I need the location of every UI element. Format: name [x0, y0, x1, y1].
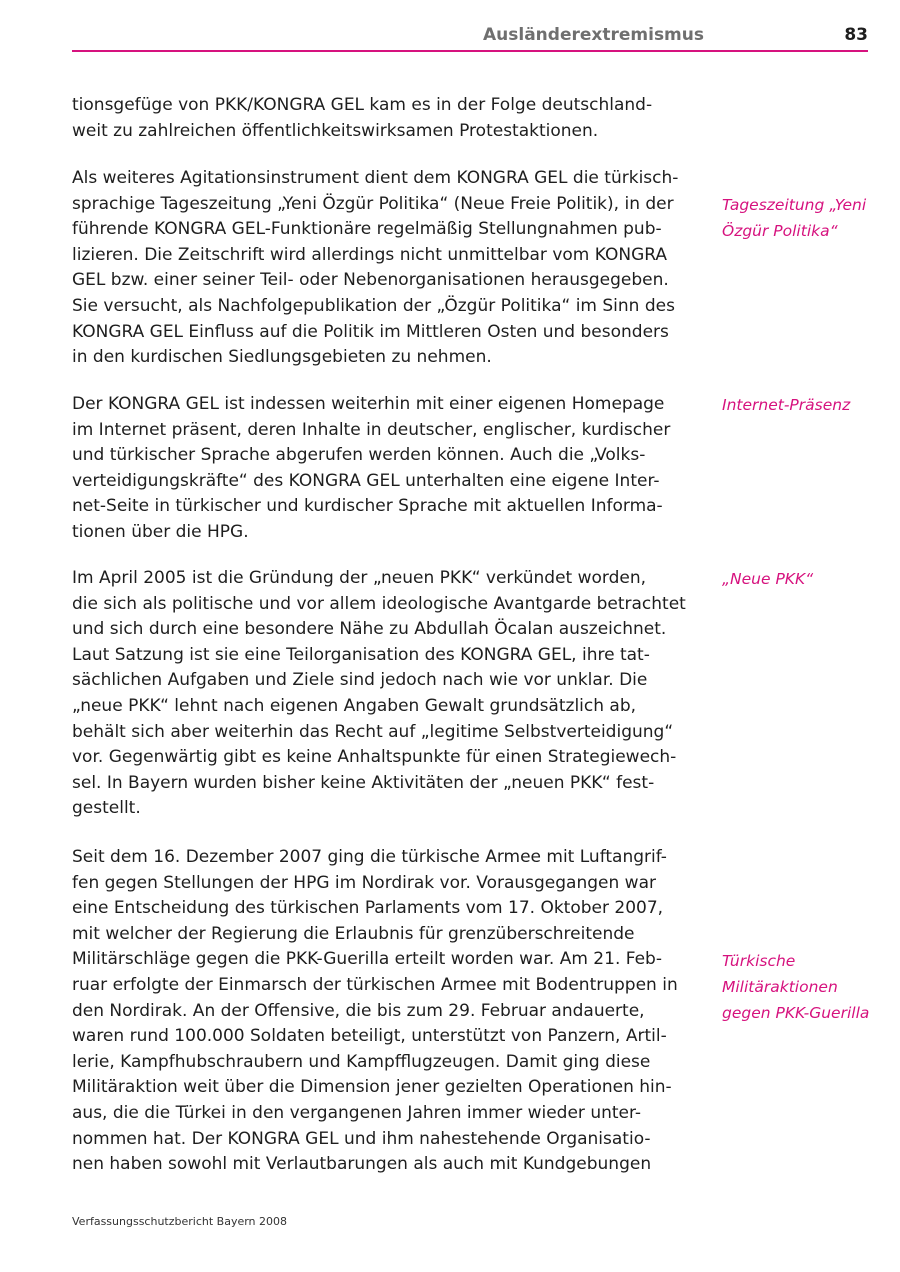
margin-note-militaeraktionen: Türkische Militäraktionen gegen PKK-Guerilla	[722, 952, 870, 1022]
margin-note-tageszeitung: Tageszeitung „Yeni Özgür Politika“	[722, 196, 867, 240]
paragraph-continuation: tionsgefüge von PKK/KONGRA GEL kam es in der Folge deutschland- weit zu zahlreichen öffentlichkeitswirksamen Protestaktionen.	[72, 95, 653, 141]
margin-note-neue-pkk: „Neue PKK“	[722, 570, 814, 588]
paragraph-internet-presence: Der KONGRA GEL ist indessen weiterhin mit einer eigenen Homepage im Internet präsent, deren Inhalte in deutscher, englischer, kurdischer und türkischer Sprache abgerufen werden können. Auch die „Volks- verteidigungskräfte“ des KONGRA GEL unterhalten eine eigene Inter- net-Seite in türkischer und kurdischer Sprache mit aktuellen Informa- tionen über die HPG.	[72, 394, 671, 542]
page-number: 83	[844, 25, 868, 45]
section-title: Ausländerextremismus	[483, 25, 704, 45]
header-rule	[72, 50, 868, 52]
paragraph-yeni-ozgur-politika: Als weiteres Agitationsinstrument dient dem KONGRA GEL die türkisch- sprachige Tageszeitung „Yeni Özgür Politika“ (Neue Freie Politik), in der führende KONGRA GEL-Funktionäre regelmäßig Stellungnahmen pub- lizieren. Die Zeitschrift wird allerdings nicht unmittelbar vom KONGRA GEL bzw. einer seiner Teil- oder Nebenorganisationen herausgegeben. Sie versucht, als Nachfolgepublikation der „Özgür Politika“ im Sinn des KONGRA GEL Einfluss auf die Politik im Mittleren Osten und besonders in den kurdischen Siedlungsgebieten zu nehmen.	[72, 168, 679, 368]
page-footer: Verfassungsschutzbericht Bayern 2008	[72, 1215, 288, 1228]
page-header	[72, 22, 868, 52]
paragraph-military-action: Seit dem 16. Dezember 2007 ging die türkische Armee mit Luftangrif- fen gegen Stellungen der HPG im Nordirak vor. Vorausgegangen war eine Entscheidung des türkischen Parlaments vom 17. Oktober 2007, mit welcher der Regierung die Erlaubnis für grenzüberschreitende Militärschläge gegen die PKK-Guerilla erteilt worden war. Am 21. Feb- ruar erfolgte der Einmarsch der türkischen Armee mit Bodentruppen in den Nordirak. An der Offensive, die bis zum 29. Februar andauerte, waren rund 100.000 Soldaten beteiligt, unterstützt von Panzern, Artil- lerie, Kampfhubschraubern und Kampfflugzeugen. Damit ging diese Militäraktion weit über die Dimension jener gezielten Operationen hin- aus, die die Türkei in den vergangenen Jahren immer wieder unter- nommen hat. Der KONGRA GEL und ihm nahestehende Organisatio- nen haben sowohl mit Verlautbarungen als auch mit Kundgebungen	[72, 847, 678, 1175]
margin-note-internet-praesenz: Internet-Präsenz	[722, 396, 851, 414]
paragraph-neue-pkk: Im April 2005 ist die Gründung der „neuen PKK“ verkündet worden, die sich als politische und vor allem ideologische Avantgarde betrachtet und sich durch eine besondere Nähe zu Abdullah Öcalan auszeichnet. Laut Satzung ist sie eine Teilorganisation des KONGRA GEL, ihre tat- sächlichen Aufgaben und Ziele sind jedoch nach wie vor unklar. Die „neue PKK“ lehnt nach eigenen Angaben Gewalt grundsätzlich ab, behält sich aber weiterhin das Recht auf „legitime Selbstverteidigung“ vor. Gegenwärtig gibt es keine Anhaltspunkte für einen Strategiewech- sel. In Bayern wurden bisher keine Aktivitäten der „neuen PKK“ fest- gestellt.	[72, 568, 686, 819]
